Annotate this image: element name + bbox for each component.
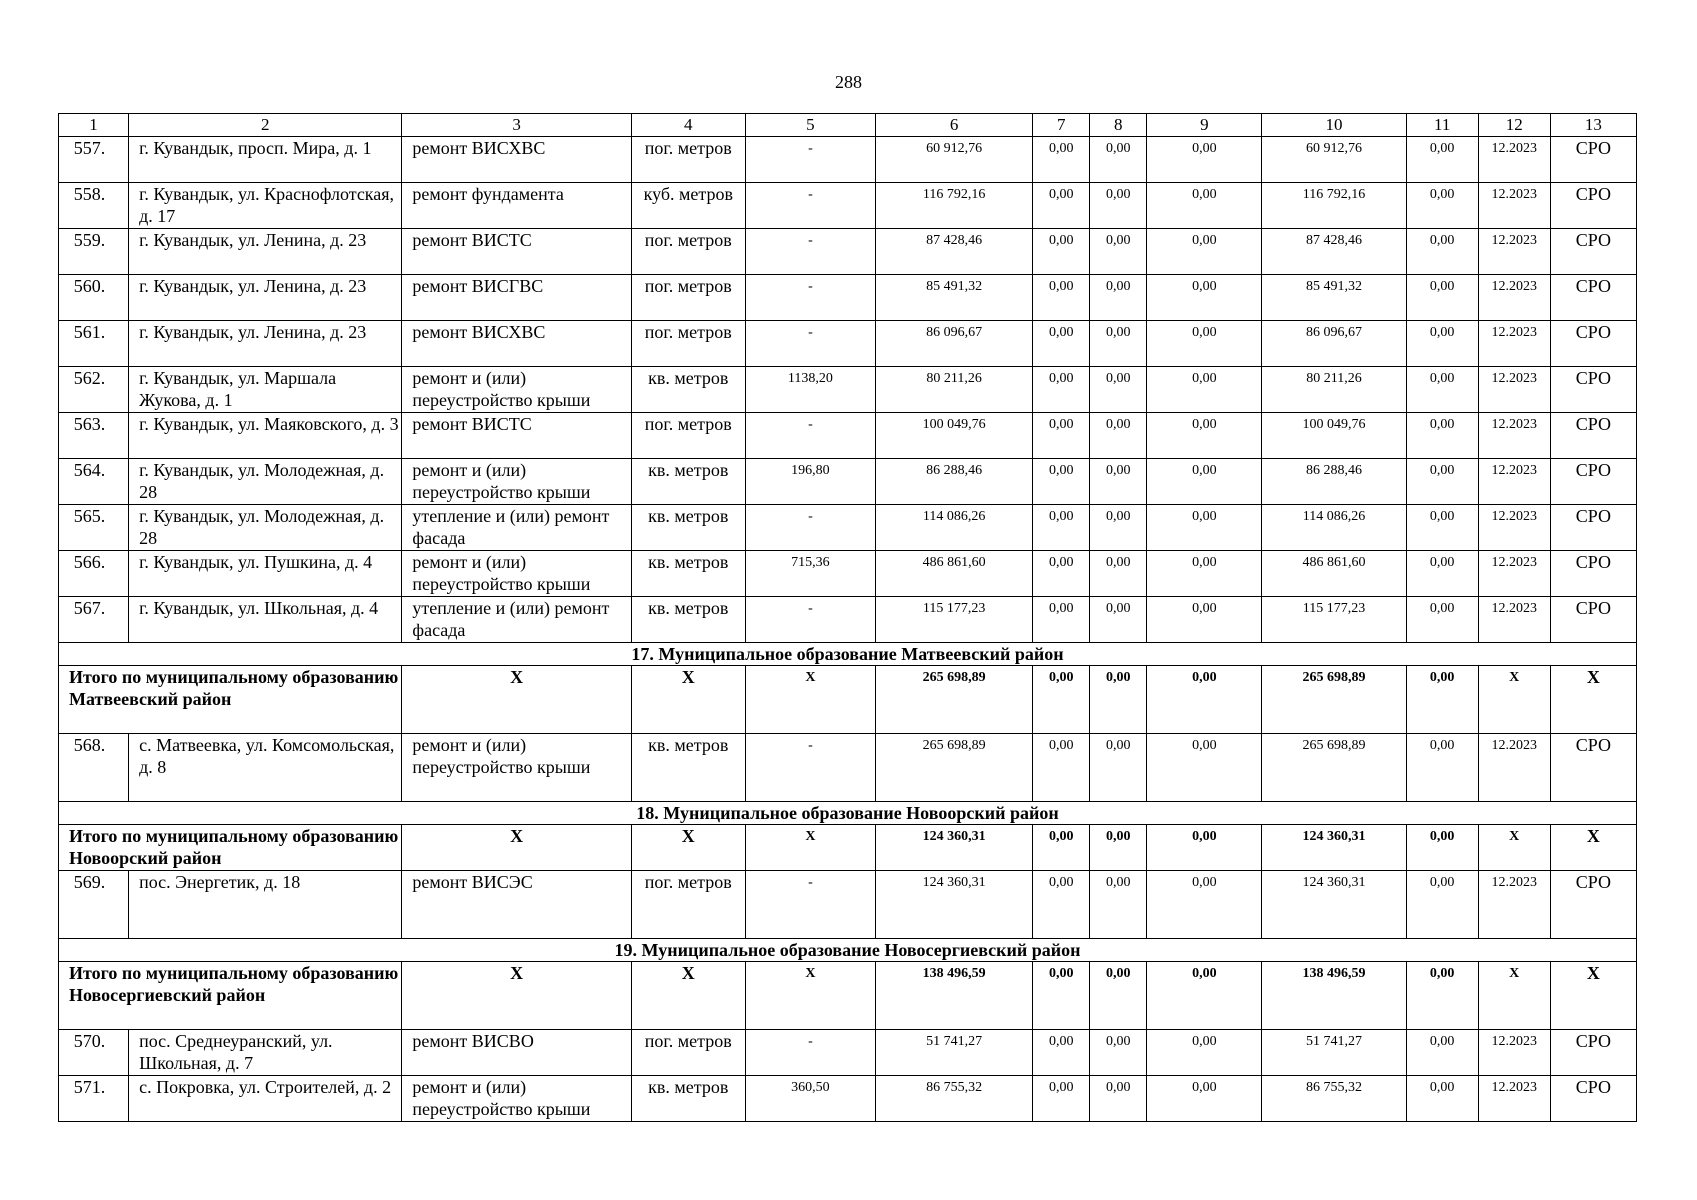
cell-col11: 0,00 (1406, 962, 1478, 1030)
cell-col9: 0,00 (1147, 597, 1262, 643)
cell-col12: 12.2023 (1478, 1076, 1550, 1122)
cell-col13: СРО (1550, 505, 1636, 551)
cell-col5: 1138,20 (745, 367, 875, 413)
row-number: 561. (59, 321, 129, 367)
work-type-cell: ремонт и (или) переустройство крыши (402, 734, 631, 802)
cell-col7: 0,00 (1033, 459, 1090, 505)
work-type-cell: ремонт ВИСТС (402, 413, 631, 459)
cell-col9: 0,00 (1147, 1076, 1262, 1122)
register-table (58, 113, 1637, 1122)
cell-col10: 114 086,26 (1262, 505, 1406, 551)
column-header: 8 (1090, 114, 1147, 137)
cell-col12: 12.2023 (1478, 597, 1550, 643)
work-type-cell: утепление и (или) ремонт фасада (402, 597, 631, 643)
unit-cell: куб. метров (631, 183, 745, 229)
cell-col9: 0,00 (1147, 551, 1262, 597)
work-type-cell: ремонт и (или) переустройство крыши (402, 551, 631, 597)
cell-col10: 138 496,59 (1262, 962, 1406, 1030)
cell-col6: 265 698,89 (876, 666, 1033, 734)
row-number: 569. (59, 871, 129, 939)
cell-col11: 0,00 (1406, 871, 1478, 939)
row-number: 562. (59, 367, 129, 413)
cell-col10: 115 177,23 (1262, 597, 1406, 643)
cell-col11: 0,00 (1406, 825, 1478, 871)
cell-col8: 0,00 (1090, 367, 1147, 413)
cell-col8: 0,00 (1090, 734, 1147, 802)
address-cell: г. Кувандык, ул. Пушкина, д. 4 (129, 551, 402, 597)
address-cell: г. Кувандык, ул. Ленина, д. 23 (129, 275, 402, 321)
table-row (59, 137, 1637, 183)
cell-col7: 0,00 (1033, 183, 1090, 229)
work-type-cell: ремонт и (или) переустройство крыши (402, 459, 631, 505)
cell-col6: 60 912,76 (876, 137, 1033, 183)
cell-col9: 0,00 (1147, 1030, 1262, 1076)
cell-col10: 86 288,46 (1262, 459, 1406, 505)
cell-col12: 12.2023 (1478, 505, 1550, 551)
unit-cell: пог. метров (631, 321, 745, 367)
cell-col10: 51 741,27 (1262, 1030, 1406, 1076)
cell-col5: - (745, 871, 875, 939)
cell-col6: 85 491,32 (876, 275, 1033, 321)
address-cell: г. Кувандык, ул. Молодежная, д. 28 (129, 459, 402, 505)
unit-cell: кв. метров (631, 505, 745, 551)
cell-col5: - (745, 597, 875, 643)
row-number: 563. (59, 413, 129, 459)
cell-col8: 0,00 (1090, 825, 1147, 871)
unit-cell: пог. метров (631, 1030, 745, 1076)
column-header: 7 (1033, 114, 1090, 137)
cell-col11: 0,00 (1406, 505, 1478, 551)
cell-col5: 360,50 (745, 1076, 875, 1122)
page-number: 288 (835, 72, 862, 92)
section-title: 17. Муниципальное образование Матвеевский район (59, 643, 1637, 666)
section-title: 18. Муниципальное образование Новоорский район (59, 802, 1637, 825)
work-type-cell: ремонт ВИСХВС (402, 137, 631, 183)
table-row (59, 734, 1637, 802)
column-header: 6 (876, 114, 1033, 137)
cell-col13: СРО (1550, 413, 1636, 459)
cell-col12: 12.2023 (1478, 551, 1550, 597)
cell-col7: 0,00 (1033, 666, 1090, 734)
cell-col6: 86 096,67 (876, 321, 1033, 367)
row-number: 557. (59, 137, 129, 183)
cell-col6: 138 496,59 (876, 962, 1033, 1030)
cell-col8: 0,00 (1090, 1076, 1147, 1122)
cell-col11: 0,00 (1406, 413, 1478, 459)
cell-col5: X (745, 825, 875, 871)
cell-col11: 0,00 (1406, 1076, 1478, 1122)
cell-col6: 100 049,76 (876, 413, 1033, 459)
cell-col13: X (1550, 825, 1636, 871)
cell-col11: 0,00 (1406, 321, 1478, 367)
section-header-row (59, 802, 1637, 825)
unit-cell: кв. метров (631, 734, 745, 802)
work-type-cell: ремонт ВИСВО (402, 1030, 631, 1076)
cell-col13: X (1550, 666, 1636, 734)
cell-col7: 0,00 (1033, 229, 1090, 275)
row-number: 564. (59, 459, 129, 505)
cell-col13: СРО (1550, 551, 1636, 597)
cell-col7: 0,00 (1033, 275, 1090, 321)
cell-col12: X (1478, 962, 1550, 1030)
cell-col12: 12.2023 (1478, 229, 1550, 275)
address-cell: пос. Энергетик, д. 18 (129, 871, 402, 939)
cell-col8: 0,00 (1090, 321, 1147, 367)
cell-col13: СРО (1550, 183, 1636, 229)
address-cell: г. Кувандык, ул. Маршала Жукова, д. 1 (129, 367, 402, 413)
cell-col10: 265 698,89 (1262, 666, 1406, 734)
cell-col6: 86 755,32 (876, 1076, 1033, 1122)
cell-col5: - (745, 137, 875, 183)
unit-cell: пог. метров (631, 275, 745, 321)
cell-col8: 0,00 (1090, 871, 1147, 939)
cell-col7: 0,00 (1033, 137, 1090, 183)
table-row (59, 367, 1637, 413)
unit-cell: кв. метров (631, 551, 745, 597)
cell-col4: X (631, 825, 745, 871)
address-cell: пос. Среднеуранский, ул. Школьная, д. 7 (129, 1030, 402, 1076)
cell-col12: 12.2023 (1478, 321, 1550, 367)
column-header: 12 (1478, 114, 1550, 137)
section-title: 19. Муниципальное образование Новосергиевский район (59, 939, 1637, 962)
address-cell: г. Кувандык, ул. Молодежная, д. 28 (129, 505, 402, 551)
unit-cell: кв. метров (631, 367, 745, 413)
cell-col8: 0,00 (1090, 183, 1147, 229)
table-row (59, 229, 1637, 275)
cell-col12: 12.2023 (1478, 1030, 1550, 1076)
cell-col11: 0,00 (1406, 137, 1478, 183)
cell-col5: 196,80 (745, 459, 875, 505)
cell-col11: 0,00 (1406, 183, 1478, 229)
cell-col8: 0,00 (1090, 413, 1147, 459)
address-cell: г. Кувандык, ул. Маяковского, д. 3 (129, 413, 402, 459)
row-number: 560. (59, 275, 129, 321)
cell-col10: 87 428,46 (1262, 229, 1406, 275)
cell-col7: 0,00 (1033, 962, 1090, 1030)
row-number: 567. (59, 597, 129, 643)
table-row (59, 275, 1637, 321)
cell-col7: 0,00 (1033, 597, 1090, 643)
row-number: 571. (59, 1076, 129, 1122)
cell-col10: 86 755,32 (1262, 1076, 1406, 1122)
cell-col12: 12.2023 (1478, 413, 1550, 459)
cell-col6: 86 288,46 (876, 459, 1033, 505)
cell-col6: 265 698,89 (876, 734, 1033, 802)
cell-col5: X (745, 962, 875, 1030)
cell-col8: 0,00 (1090, 505, 1147, 551)
cell-col8: 0,00 (1090, 597, 1147, 643)
cell-col5: - (745, 183, 875, 229)
cell-col7: 0,00 (1033, 367, 1090, 413)
column-header: 5 (745, 114, 875, 137)
cell-col6: 124 360,31 (876, 825, 1033, 871)
cell-col5: - (745, 321, 875, 367)
address-cell: г. Кувандык, ул. Школьная, д. 4 (129, 597, 402, 643)
cell-col9: 0,00 (1147, 183, 1262, 229)
cell-col10: 100 049,76 (1262, 413, 1406, 459)
cell-col11: 0,00 (1406, 459, 1478, 505)
cell-col12: X (1478, 825, 1550, 871)
work-type-cell: утепление и (или) ремонт фасада (402, 505, 631, 551)
cell-col12: X (1478, 666, 1550, 734)
cell-col6: 124 360,31 (876, 871, 1033, 939)
cell-col5: - (745, 275, 875, 321)
cell-col9: 0,00 (1147, 505, 1262, 551)
work-type-cell: ремонт ВИСГВС (402, 275, 631, 321)
cell-col12: 12.2023 (1478, 137, 1550, 183)
cell-col10: 86 096,67 (1262, 321, 1406, 367)
cell-col8: 0,00 (1090, 666, 1147, 734)
cell-col8: 0,00 (1090, 962, 1147, 1030)
cell-col13: СРО (1550, 1030, 1636, 1076)
work-type-cell: ремонт ВИСХВС (402, 321, 631, 367)
cell-col4: X (631, 666, 745, 734)
total-row (59, 962, 1637, 1030)
cell-col13: СРО (1550, 137, 1636, 183)
total-label: Итого по муниципальному образованию Матвеевский район (59, 666, 402, 734)
total-row (59, 666, 1637, 734)
cell-col9: 0,00 (1147, 229, 1262, 275)
cell-col6: 486 861,60 (876, 551, 1033, 597)
cell-col10: 124 360,31 (1262, 825, 1406, 871)
cell-col7: 0,00 (1033, 413, 1090, 459)
column-header: 1 (59, 114, 129, 137)
cell-col7: 0,00 (1033, 871, 1090, 939)
cell-col9: 0,00 (1147, 459, 1262, 505)
cell-col9: 0,00 (1147, 962, 1262, 1030)
cell-col8: 0,00 (1090, 137, 1147, 183)
unit-cell: пог. метров (631, 137, 745, 183)
total-label: Итого по муниципальному образованию Новоорский район (59, 825, 402, 871)
cell-col6: 116 792,16 (876, 183, 1033, 229)
cell-col11: 0,00 (1406, 367, 1478, 413)
cell-col11: 0,00 (1406, 1030, 1478, 1076)
unit-cell: пог. метров (631, 413, 745, 459)
table-row (59, 1030, 1637, 1076)
cell-col9: 0,00 (1147, 666, 1262, 734)
unit-cell: кв. метров (631, 459, 745, 505)
column-header: 13 (1550, 114, 1636, 137)
cell-col12: 12.2023 (1478, 367, 1550, 413)
row-number: 568. (59, 734, 129, 802)
column-header: 4 (631, 114, 745, 137)
cell-col12: 12.2023 (1478, 871, 1550, 939)
cell-col10: 116 792,16 (1262, 183, 1406, 229)
table-row (59, 551, 1637, 597)
column-header: 3 (402, 114, 631, 137)
cell-col9: 0,00 (1147, 871, 1262, 939)
cell-col10: 265 698,89 (1262, 734, 1406, 802)
address-cell: г. Кувандык, просп. Мира, д. 1 (129, 137, 402, 183)
table-row (59, 413, 1637, 459)
cell-col13: СРО (1550, 734, 1636, 802)
cell-col8: 0,00 (1090, 551, 1147, 597)
cell-col6: 87 428,46 (876, 229, 1033, 275)
cell-col11: 0,00 (1406, 597, 1478, 643)
cell-col5: - (745, 413, 875, 459)
cell-col11: 0,00 (1406, 551, 1478, 597)
cell-col4: X (631, 962, 745, 1030)
cell-col8: 0,00 (1090, 1030, 1147, 1076)
section-header-row (59, 643, 1637, 666)
cell-col8: 0,00 (1090, 459, 1147, 505)
cell-col11: 0,00 (1406, 666, 1478, 734)
cell-col10: 486 861,60 (1262, 551, 1406, 597)
cell-col7: 0,00 (1033, 551, 1090, 597)
cell-col13: СРО (1550, 459, 1636, 505)
work-type-cell: ремонт и (или) переустройство крыши (402, 1076, 631, 1122)
cell-col10: 80 211,26 (1262, 367, 1406, 413)
cell-col13: СРО (1550, 275, 1636, 321)
cell-col11: 0,00 (1406, 734, 1478, 802)
cell-col13: СРО (1550, 871, 1636, 939)
cell-col9: 0,00 (1147, 734, 1262, 802)
row-number: 558. (59, 183, 129, 229)
section-header-row (59, 939, 1637, 962)
cell-col5: - (745, 734, 875, 802)
cell-col10: 85 491,32 (1262, 275, 1406, 321)
row-number: 566. (59, 551, 129, 597)
cell-col9: 0,00 (1147, 275, 1262, 321)
work-type-cell: ремонт ВИСЭС (402, 871, 631, 939)
cell-col11: 0,00 (1406, 275, 1478, 321)
cell-col13: СРО (1550, 367, 1636, 413)
cell-col5: 715,36 (745, 551, 875, 597)
unit-cell: кв. метров (631, 1076, 745, 1122)
cell-col9: 0,00 (1147, 367, 1262, 413)
cell-col7: 0,00 (1033, 825, 1090, 871)
cell-col9: 0,00 (1147, 825, 1262, 871)
cell-col5: - (745, 505, 875, 551)
cell-col12: 12.2023 (1478, 183, 1550, 229)
row-number: 565. (59, 505, 129, 551)
unit-cell: пог. метров (631, 229, 745, 275)
column-header: 9 (1147, 114, 1262, 137)
cell-col10: 60 912,76 (1262, 137, 1406, 183)
cell-col3: X (402, 962, 631, 1030)
cell-col7: 0,00 (1033, 1030, 1090, 1076)
row-number: 559. (59, 229, 129, 275)
cell-col3: X (402, 666, 631, 734)
column-header: 2 (129, 114, 402, 137)
table-row (59, 597, 1637, 643)
cell-col8: 0,00 (1090, 229, 1147, 275)
work-type-cell: ремонт ВИСТС (402, 229, 631, 275)
column-header: 11 (1406, 114, 1478, 137)
cell-col9: 0,00 (1147, 137, 1262, 183)
cell-col13: СРО (1550, 597, 1636, 643)
cell-col13: СРО (1550, 1076, 1636, 1122)
cell-col12: 12.2023 (1478, 275, 1550, 321)
cell-col13: X (1550, 962, 1636, 1030)
total-label: Итого по муниципальному образованию Новосергиевский район (59, 962, 402, 1030)
cell-col12: 12.2023 (1478, 734, 1550, 802)
cell-col10: 124 360,31 (1262, 871, 1406, 939)
table-row (59, 1076, 1637, 1122)
cell-col12: 12.2023 (1478, 459, 1550, 505)
address-cell: г. Кувандык, ул. Ленина, д. 23 (129, 229, 402, 275)
cell-col7: 0,00 (1033, 505, 1090, 551)
column-header: 10 (1262, 114, 1406, 137)
cell-col6: 80 211,26 (876, 367, 1033, 413)
unit-cell: пог. метров (631, 871, 745, 939)
cell-col13: СРО (1550, 229, 1636, 275)
unit-cell: кв. метров (631, 597, 745, 643)
total-row (59, 825, 1637, 871)
cell-col8: 0,00 (1090, 275, 1147, 321)
cell-col13: СРО (1550, 321, 1636, 367)
cell-col6: 115 177,23 (876, 597, 1033, 643)
table-row (59, 321, 1637, 367)
cell-col5: - (745, 1030, 875, 1076)
cell-col7: 0,00 (1033, 1076, 1090, 1122)
column-number-row (59, 114, 1637, 137)
cell-col6: 51 741,27 (876, 1030, 1033, 1076)
cell-col7: 0,00 (1033, 734, 1090, 802)
cell-col5: - (745, 229, 875, 275)
table-row (59, 183, 1637, 229)
cell-col9: 0,00 (1147, 321, 1262, 367)
cell-col9: 0,00 (1147, 413, 1262, 459)
work-type-cell: ремонт и (или) переустройство крыши (402, 367, 631, 413)
table-row (59, 459, 1637, 505)
cell-col3: X (402, 825, 631, 871)
cell-col7: 0,00 (1033, 321, 1090, 367)
table-row (59, 871, 1637, 939)
address-cell: г. Кувандык, ул. Ленина, д. 23 (129, 321, 402, 367)
cell-col11: 0,00 (1406, 229, 1478, 275)
row-number: 570. (59, 1030, 129, 1076)
cell-col5: X (745, 666, 875, 734)
work-type-cell: ремонт фундамента (402, 183, 631, 229)
address-cell: с. Матвеевка, ул. Комсомольская, д. 8 (129, 734, 402, 802)
table-row (59, 505, 1637, 551)
address-cell: г. Кувандык, ул. Краснофлотская, д. 17 (129, 183, 402, 229)
cell-col6: 114 086,26 (876, 505, 1033, 551)
table-body (59, 114, 1637, 1122)
address-cell: с. Покровка, ул. Строителей, д. 2 (129, 1076, 402, 1122)
